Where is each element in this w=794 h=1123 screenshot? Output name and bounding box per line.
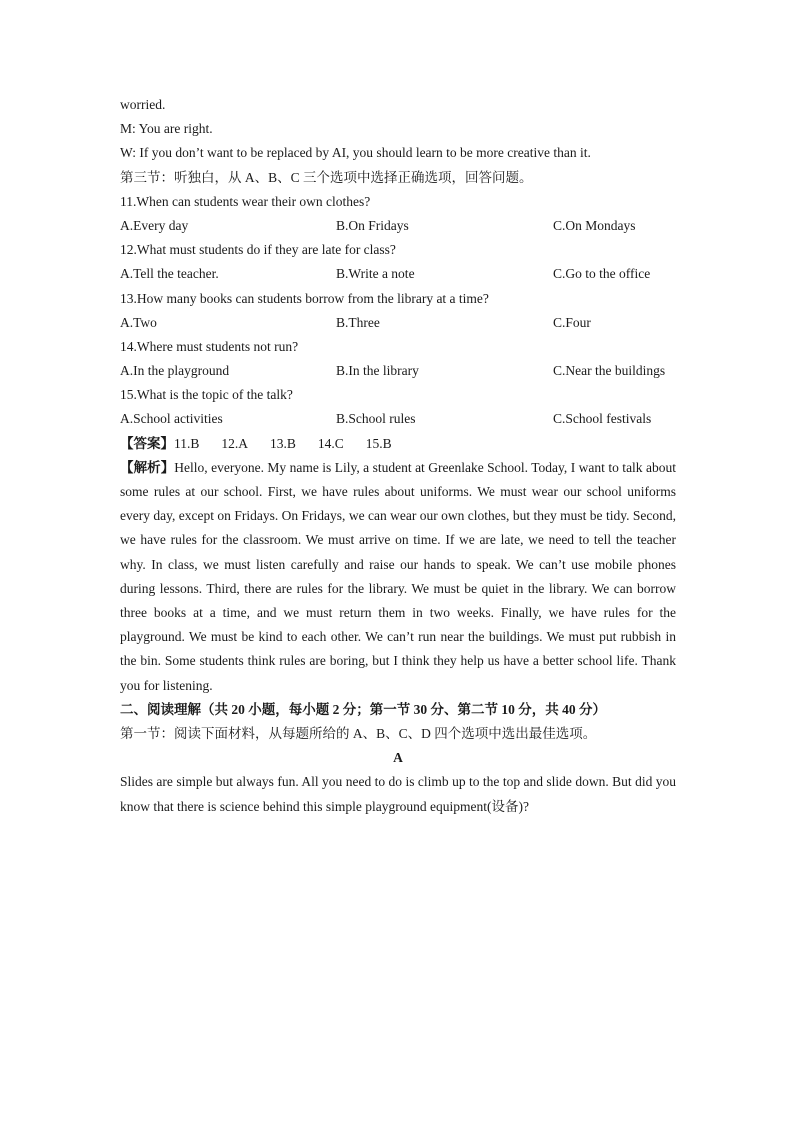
answer-item: 13.B xyxy=(270,435,296,451)
answer-label: 【答案】 xyxy=(120,435,174,451)
option-a: A.In the playground xyxy=(120,363,230,379)
option-b: B.In the library xyxy=(336,363,419,379)
part2-subheader: 第一节：阅读下面材料，从每题所给的 A、B、C、D 四个选项中选出最佳选项。 xyxy=(120,726,597,742)
answer-item: 15.B xyxy=(365,435,392,451)
option-a: A.Two xyxy=(120,314,157,330)
question-14: 14.Where must students not run? xyxy=(120,338,299,354)
question-12: 12.What must students do if they are late for class? xyxy=(120,242,396,258)
question-13: 13.How many books can students borrow from the library at a time? xyxy=(120,290,489,306)
dialogue-line: W: If you don’t want to be replaced by AI, you should learn to be more creative than it. xyxy=(120,145,591,161)
passage-label: A xyxy=(393,750,403,766)
option-a: A.Every day xyxy=(120,217,189,233)
dialogue-line: M: You are right. xyxy=(120,121,213,137)
analysis-paragraph xyxy=(120,456,676,698)
option-b: B.Write a note xyxy=(336,266,415,282)
part2-header: 二、阅读理解（共 20 小题，每小题 2 分；第一节 30 分、第二节 10 分，共 40 分） xyxy=(120,701,606,717)
option-c: C.Near the buildings xyxy=(553,363,666,379)
section3-header: 第三节：听独白，从 A、B、C 三个选项中选择正确选项，回答问题。 xyxy=(120,169,533,185)
options-14 xyxy=(120,359,676,383)
option-c: C.Go to the office xyxy=(553,266,651,282)
document-page xyxy=(120,93,676,819)
analysis-text: Hello, everyone. My name is Lily, a student at Greenlake School. Today, I want to talk about some rules at our school. First, we have rules about uniforms. We must wear our school uniforms every day, except on Fridays. On Fridays, we can wear our own clothes, but they must be tidy. Second, we have rules for the classroom. We must arrive on time. If we are late, we need to tell the teacher why. In class, we must listen carefully and raise our hands to speak. We can’t use mobile phones during lessons. Third, there are rules for the library. We must be quiet in the library. We can borrow three books at a time, and we must return them in two weeks. Finally, we have rules for the playground. We must be kind to each other. We can’t run near the buildings. We must put rubbish in the bin. Some students think rules are boring, but I think they help us have a better school life. Thank you for listening. xyxy=(120,459,676,693)
option-b: B.School rules xyxy=(336,411,416,427)
options-13 xyxy=(120,311,676,335)
question-15: 15.What is the topic of the talk? xyxy=(120,387,293,403)
option-c: C.On Mondays xyxy=(553,217,636,233)
option-c: C.School festivals xyxy=(553,411,652,427)
options-15 xyxy=(120,407,676,431)
answer-item: 11.B xyxy=(174,435,200,451)
answer-key xyxy=(120,432,676,456)
question-11: 11.When can students wear their own clothes? xyxy=(120,193,371,209)
analysis-label: 【解析】 xyxy=(120,459,175,475)
options-11 xyxy=(120,214,676,238)
dialogue-line: worried. xyxy=(120,97,166,112)
option-c: C.Four xyxy=(553,314,591,330)
option-a: A.School activities xyxy=(120,411,223,427)
option-a: A.Tell the teacher. xyxy=(120,266,219,282)
passage-text: Slides are simple but always fun. All you need to do is climb up to the top and slide down. But did you know that there is science behind this simple playground equipment(设备)? xyxy=(120,774,676,814)
option-b: B.On Fridays xyxy=(336,217,409,233)
option-b: B.Three xyxy=(336,314,380,330)
answer-item: 14.C xyxy=(317,435,344,451)
options-12 xyxy=(120,262,676,286)
answer-item: 12.A xyxy=(221,435,249,451)
